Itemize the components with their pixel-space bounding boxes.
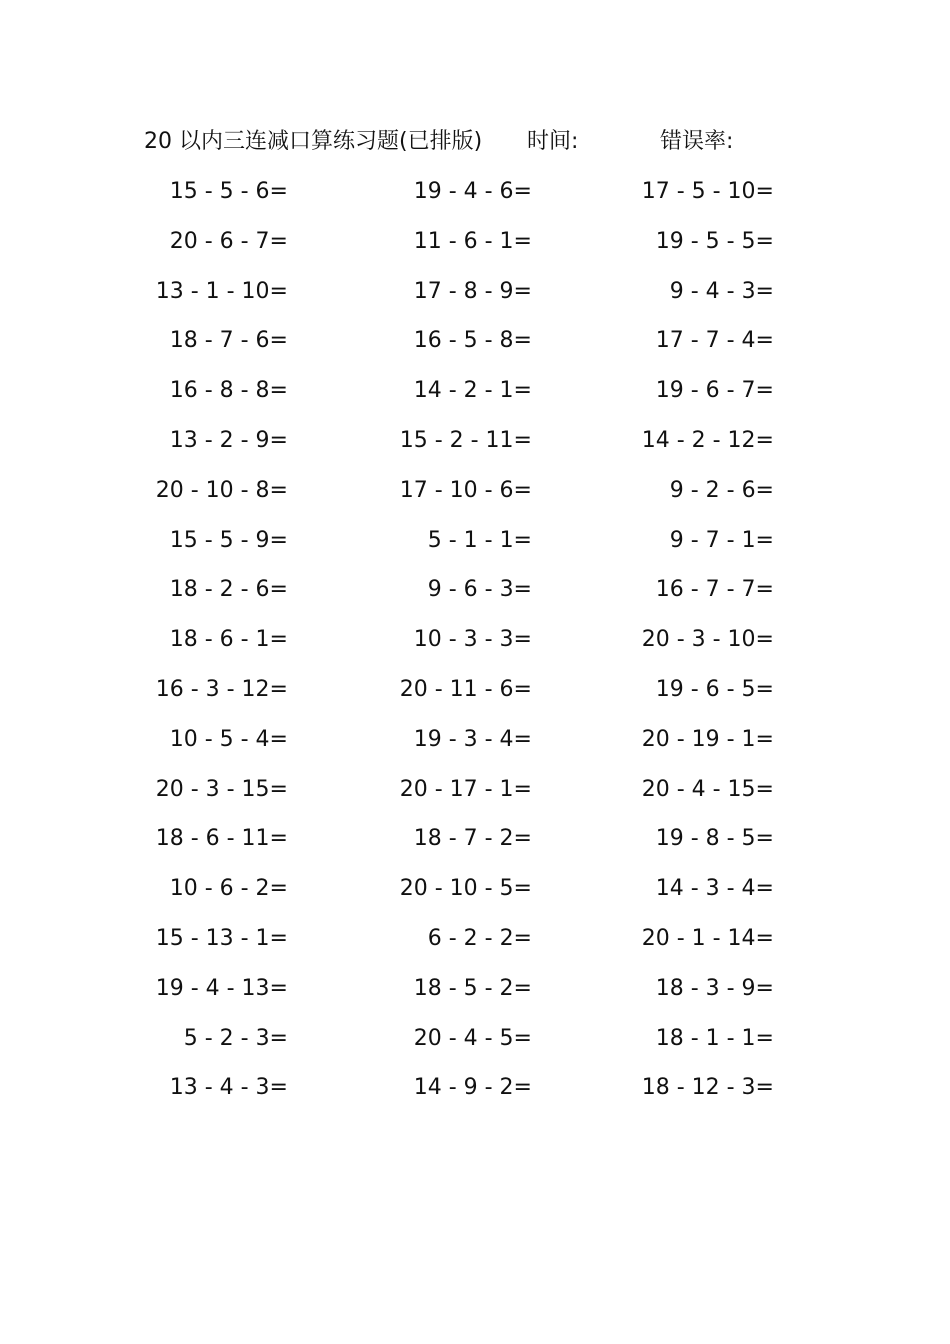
problem-item: 14 - 3 - 4=	[655, 876, 774, 902]
problem-row	[0, 819, 950, 869]
problem-item: 18 - 3 - 9=	[655, 975, 774, 1001]
problem-item: 18 - 5 - 2=	[413, 975, 532, 1001]
problem-item: 19 - 5 - 5=	[655, 228, 774, 254]
problem-item: 13 - 2 - 9=	[169, 427, 288, 453]
problem-row	[0, 1068, 950, 1118]
problem-item: 17 - 5 - 10=	[641, 179, 774, 204]
problem-item: 9 - 4 - 3=	[669, 278, 774, 304]
problem-item: 19 - 6 - 7=	[655, 378, 774, 404]
problem-item: 18 - 6 - 11=	[155, 826, 288, 852]
problem-item: 10 - 6 - 2=	[169, 876, 288, 902]
problem-row	[0, 969, 950, 1019]
problem-item: 15 - 13 - 1=	[155, 925, 288, 951]
problem-item: 15 - 5 - 6=	[169, 179, 288, 204]
problem-item: 20 - 4 - 15=	[641, 776, 774, 802]
problem-item: 9 - 7 - 1=	[669, 527, 774, 553]
problem-item: 16 - 3 - 12=	[155, 676, 288, 702]
problem-item: 18 - 7 - 6=	[169, 328, 288, 354]
problem-item: 17 - 7 - 4=	[655, 328, 774, 354]
problem-item: 19 - 3 - 4=	[413, 726, 532, 752]
problem-row	[0, 471, 950, 521]
problem-item: 20 - 10 - 8=	[155, 477, 288, 503]
problem-item: 20 - 3 - 15=	[155, 776, 288, 802]
problem-row	[0, 869, 950, 919]
problem-item: 13 - 1 - 10=	[155, 278, 288, 304]
problem-item: 20 - 10 - 5=	[399, 876, 532, 902]
problem-item: 15 - 5 - 9=	[169, 527, 288, 553]
problem-row	[0, 570, 950, 620]
problem-item: 18 - 12 - 3=	[641, 1075, 774, 1101]
problem-row	[0, 371, 950, 421]
problem-row	[0, 172, 950, 222]
problem-grid	[0, 172, 950, 1118]
problem-item: 14 - 9 - 2=	[413, 1075, 532, 1101]
problem-item: 20 - 17 - 1=	[399, 776, 532, 802]
problem-item: 17 - 10 - 6=	[399, 477, 532, 503]
problem-item: 19 - 4 - 13=	[155, 975, 288, 1001]
problem-row	[0, 1019, 950, 1069]
problem-item: 20 - 19 - 1=	[641, 726, 774, 752]
problem-item: 18 - 1 - 1=	[655, 1025, 774, 1051]
problem-item: 16 - 5 - 8=	[413, 328, 532, 354]
problem-row	[0, 620, 950, 670]
problem-item: 19 - 4 - 6=	[413, 179, 532, 204]
problem-row	[0, 720, 950, 770]
problem-row	[0, 272, 950, 322]
time-label: 时间:	[527, 129, 579, 154]
problem-item: 19 - 8 - 5=	[655, 826, 774, 852]
problem-item: 17 - 8 - 9=	[413, 278, 532, 304]
problem-item: 15 - 2 - 11=	[399, 427, 532, 453]
problem-row	[0, 321, 950, 371]
problem-row	[0, 421, 950, 471]
problem-row	[0, 222, 950, 272]
problem-row	[0, 770, 950, 820]
problem-item: 13 - 4 - 3=	[169, 1075, 288, 1101]
problem-item: 9 - 2 - 6=	[669, 477, 774, 503]
worksheet-header	[144, 124, 784, 160]
problem-item: 14 - 2 - 12=	[641, 427, 774, 453]
problem-item: 5 - 1 - 1=	[427, 527, 532, 553]
problem-item: 16 - 7 - 7=	[655, 577, 774, 603]
problem-item: 10 - 5 - 4=	[169, 726, 288, 752]
problem-item: 16 - 8 - 8=	[169, 378, 288, 404]
problem-item: 20 - 6 - 7=	[169, 228, 288, 254]
problem-item: 14 - 2 - 1=	[413, 378, 532, 404]
problem-item: 20 - 4 - 5=	[413, 1025, 532, 1051]
problem-item: 9 - 6 - 3=	[427, 577, 532, 603]
problem-item: 19 - 6 - 5=	[655, 676, 774, 702]
problem-item: 18 - 7 - 2=	[413, 826, 532, 852]
problem-item: 20 - 1 - 14=	[641, 925, 774, 951]
problem-item: 20 - 3 - 10=	[641, 627, 774, 653]
problem-item: 18 - 2 - 6=	[169, 577, 288, 603]
problem-item: 11 - 6 - 1=	[413, 228, 532, 254]
problem-row	[0, 521, 950, 571]
problem-item: 10 - 3 - 3=	[413, 627, 532, 653]
problem-item: 20 - 11 - 6=	[399, 676, 532, 702]
worksheet-title: 20 以内三连减口算练习题(已排版)	[144, 129, 483, 154]
problem-item: 5 - 2 - 3=	[183, 1025, 288, 1051]
problem-item: 6 - 2 - 2=	[427, 925, 532, 951]
error-rate-label: 错误率:	[660, 129, 734, 154]
problem-item: 18 - 6 - 1=	[169, 627, 288, 653]
problem-row	[0, 919, 950, 969]
problem-row	[0, 670, 950, 720]
